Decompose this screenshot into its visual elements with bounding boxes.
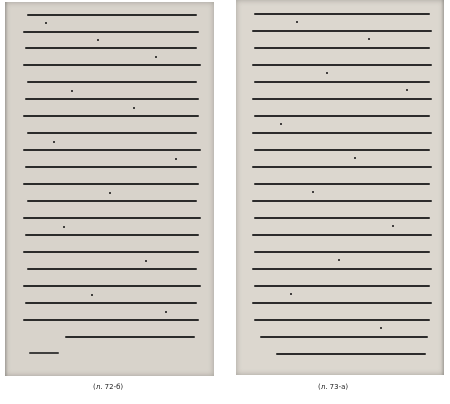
- page-caption-right: (л. 73-а): [318, 383, 349, 391]
- manuscript-page-right: [236, 0, 444, 375]
- page-caption-left: (л. 72-б): [93, 383, 124, 391]
- handwritten-text-block-right: [236, 0, 444, 375]
- handwritten-text-block-left: [5, 2, 214, 376]
- manuscript-page-left: [5, 2, 214, 376]
